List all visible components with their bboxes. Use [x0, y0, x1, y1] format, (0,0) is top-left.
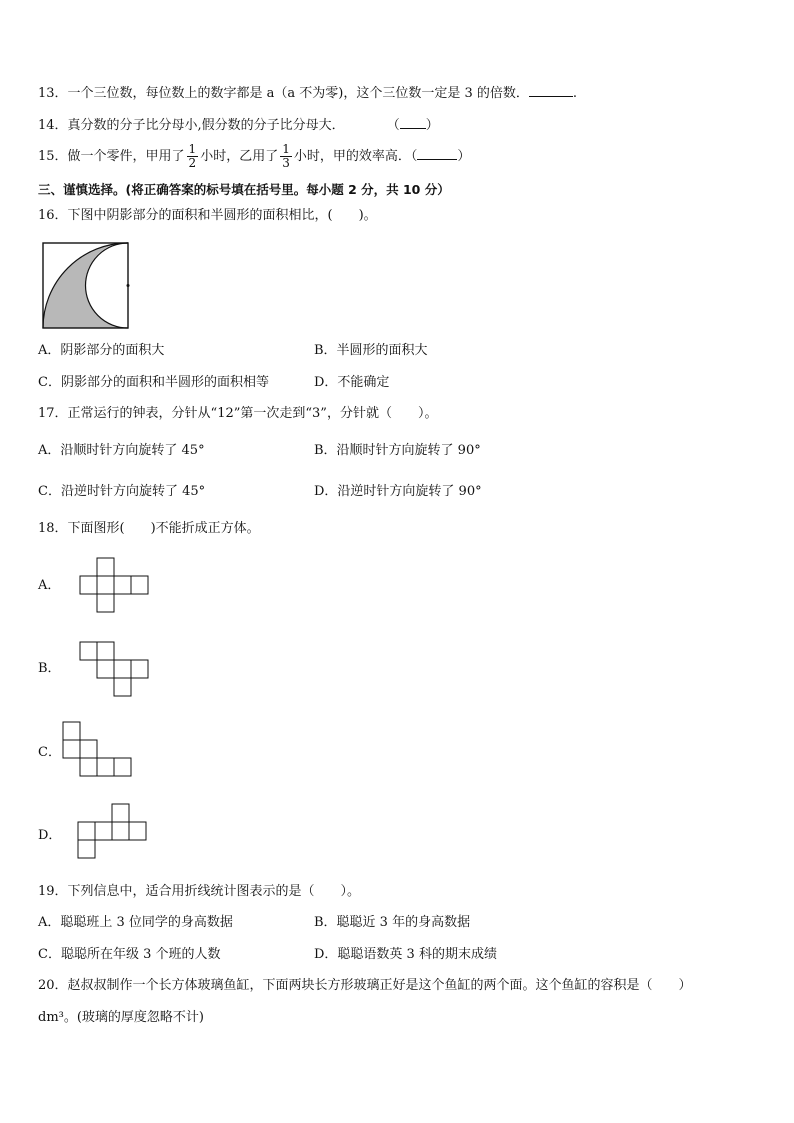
cube-net-b[interactable] — [80, 642, 152, 700]
paren-close: ） — [425, 118, 439, 133]
option-c[interactable]: C．聪聪所在年级 3 个班的人数 — [38, 947, 221, 962]
option-a[interactable]: A．聪聪班上 3 位同学的身高数据 — [38, 915, 233, 930]
cube-net-c[interactable] — [63, 722, 138, 782]
option-a[interactable]: A．沿顺时针方向旋转了 45° — [38, 443, 205, 458]
fraction: $\frac{1}{3}$ — [282, 142, 290, 170]
question-15 — [38, 139, 470, 175]
option-b[interactable]: B．沿顺时针方向旋转了 90° — [314, 443, 481, 458]
answer-blank[interactable] — [417, 147, 457, 160]
option-d-label[interactable]: D． — [38, 828, 62, 843]
option-d[interactable]: D．聪聪语数英 3 科的期末成绩 — [314, 947, 497, 962]
option-c[interactable]: C．沿逆时针方向旋转了 45° — [38, 484, 206, 499]
question-15-text: 15．做一个零件，甲用了 — [38, 149, 185, 164]
option-d[interactable]: D．沿逆时针方向旋转了 90° — [314, 484, 482, 499]
question-13 — [38, 84, 577, 102]
answer-blank[interactable] — [400, 116, 426, 129]
question-14 — [38, 116, 439, 134]
question-16-stem: 16．下图中阴影部分的面积和半圆形的面积相比，( )。 — [38, 208, 377, 223]
answer-blank[interactable] — [529, 84, 573, 97]
question-18-stem: 18．下面图形( )不能折成正方体。 — [38, 521, 260, 536]
question-13-tail: . — [572, 86, 578, 101]
question-19-stem: 19．下列信息中，适合用折线统计图表示的是（ ）。 — [38, 884, 361, 899]
question-15-text: 小时，甲的效率高．（ — [293, 149, 418, 164]
option-a[interactable]: A．阴影部分的面积大 — [38, 343, 165, 358]
question-17-stem: 17．正常运行的钟表，分针从“12”第一次走到“3”，分针就（ ）。 — [38, 406, 438, 421]
option-d[interactable]: D．不能确定 — [314, 375, 390, 390]
option-b[interactable]: B．半圆形的面积大 — [314, 343, 428, 358]
question-15-text: 小时，乙用了 — [200, 149, 279, 164]
shaded-square-figure — [42, 242, 132, 332]
option-b-label[interactable]: B． — [38, 661, 61, 676]
cube-net-d[interactable] — [78, 804, 153, 864]
option-a-label[interactable]: A． — [38, 578, 61, 593]
question-14-text: 14．真分数的分子比分母小,假分数的分子比分母大． — [38, 118, 345, 133]
option-c[interactable]: C．阴影部分的面积和半圆形的面积相等 — [38, 375, 269, 390]
option-b[interactable]: B．聪聪近 3 年的身高数据 — [314, 915, 471, 930]
section-heading: 三、谨慎选择。(将正确答案的标号填在括号里。每小题 2 分，共 10 分） — [38, 182, 450, 197]
question-20-line1: 20．赵叔叔制作一个长方体玻璃鱼缸，下面两块长方形玻璃正好是这个鱼缸的两个面。这个鱼缸的容积是（ ） — [38, 978, 692, 993]
option-c-label[interactable]: C． — [38, 745, 61, 760]
cube-net-a[interactable] — [80, 558, 152, 616]
paren-open: （ — [386, 118, 400, 133]
question-15-text: ） — [457, 149, 471, 164]
question-20-line2: dm³。(玻璃的厚度忽略不计) — [38, 1010, 205, 1025]
question-13-text: 13．一个三位数，每位数上的数字都是 a（a 不为零)，这个三位数一定是 3 的倍数． — [38, 86, 529, 101]
fraction: $\frac{1}{2}$ — [188, 142, 197, 170]
